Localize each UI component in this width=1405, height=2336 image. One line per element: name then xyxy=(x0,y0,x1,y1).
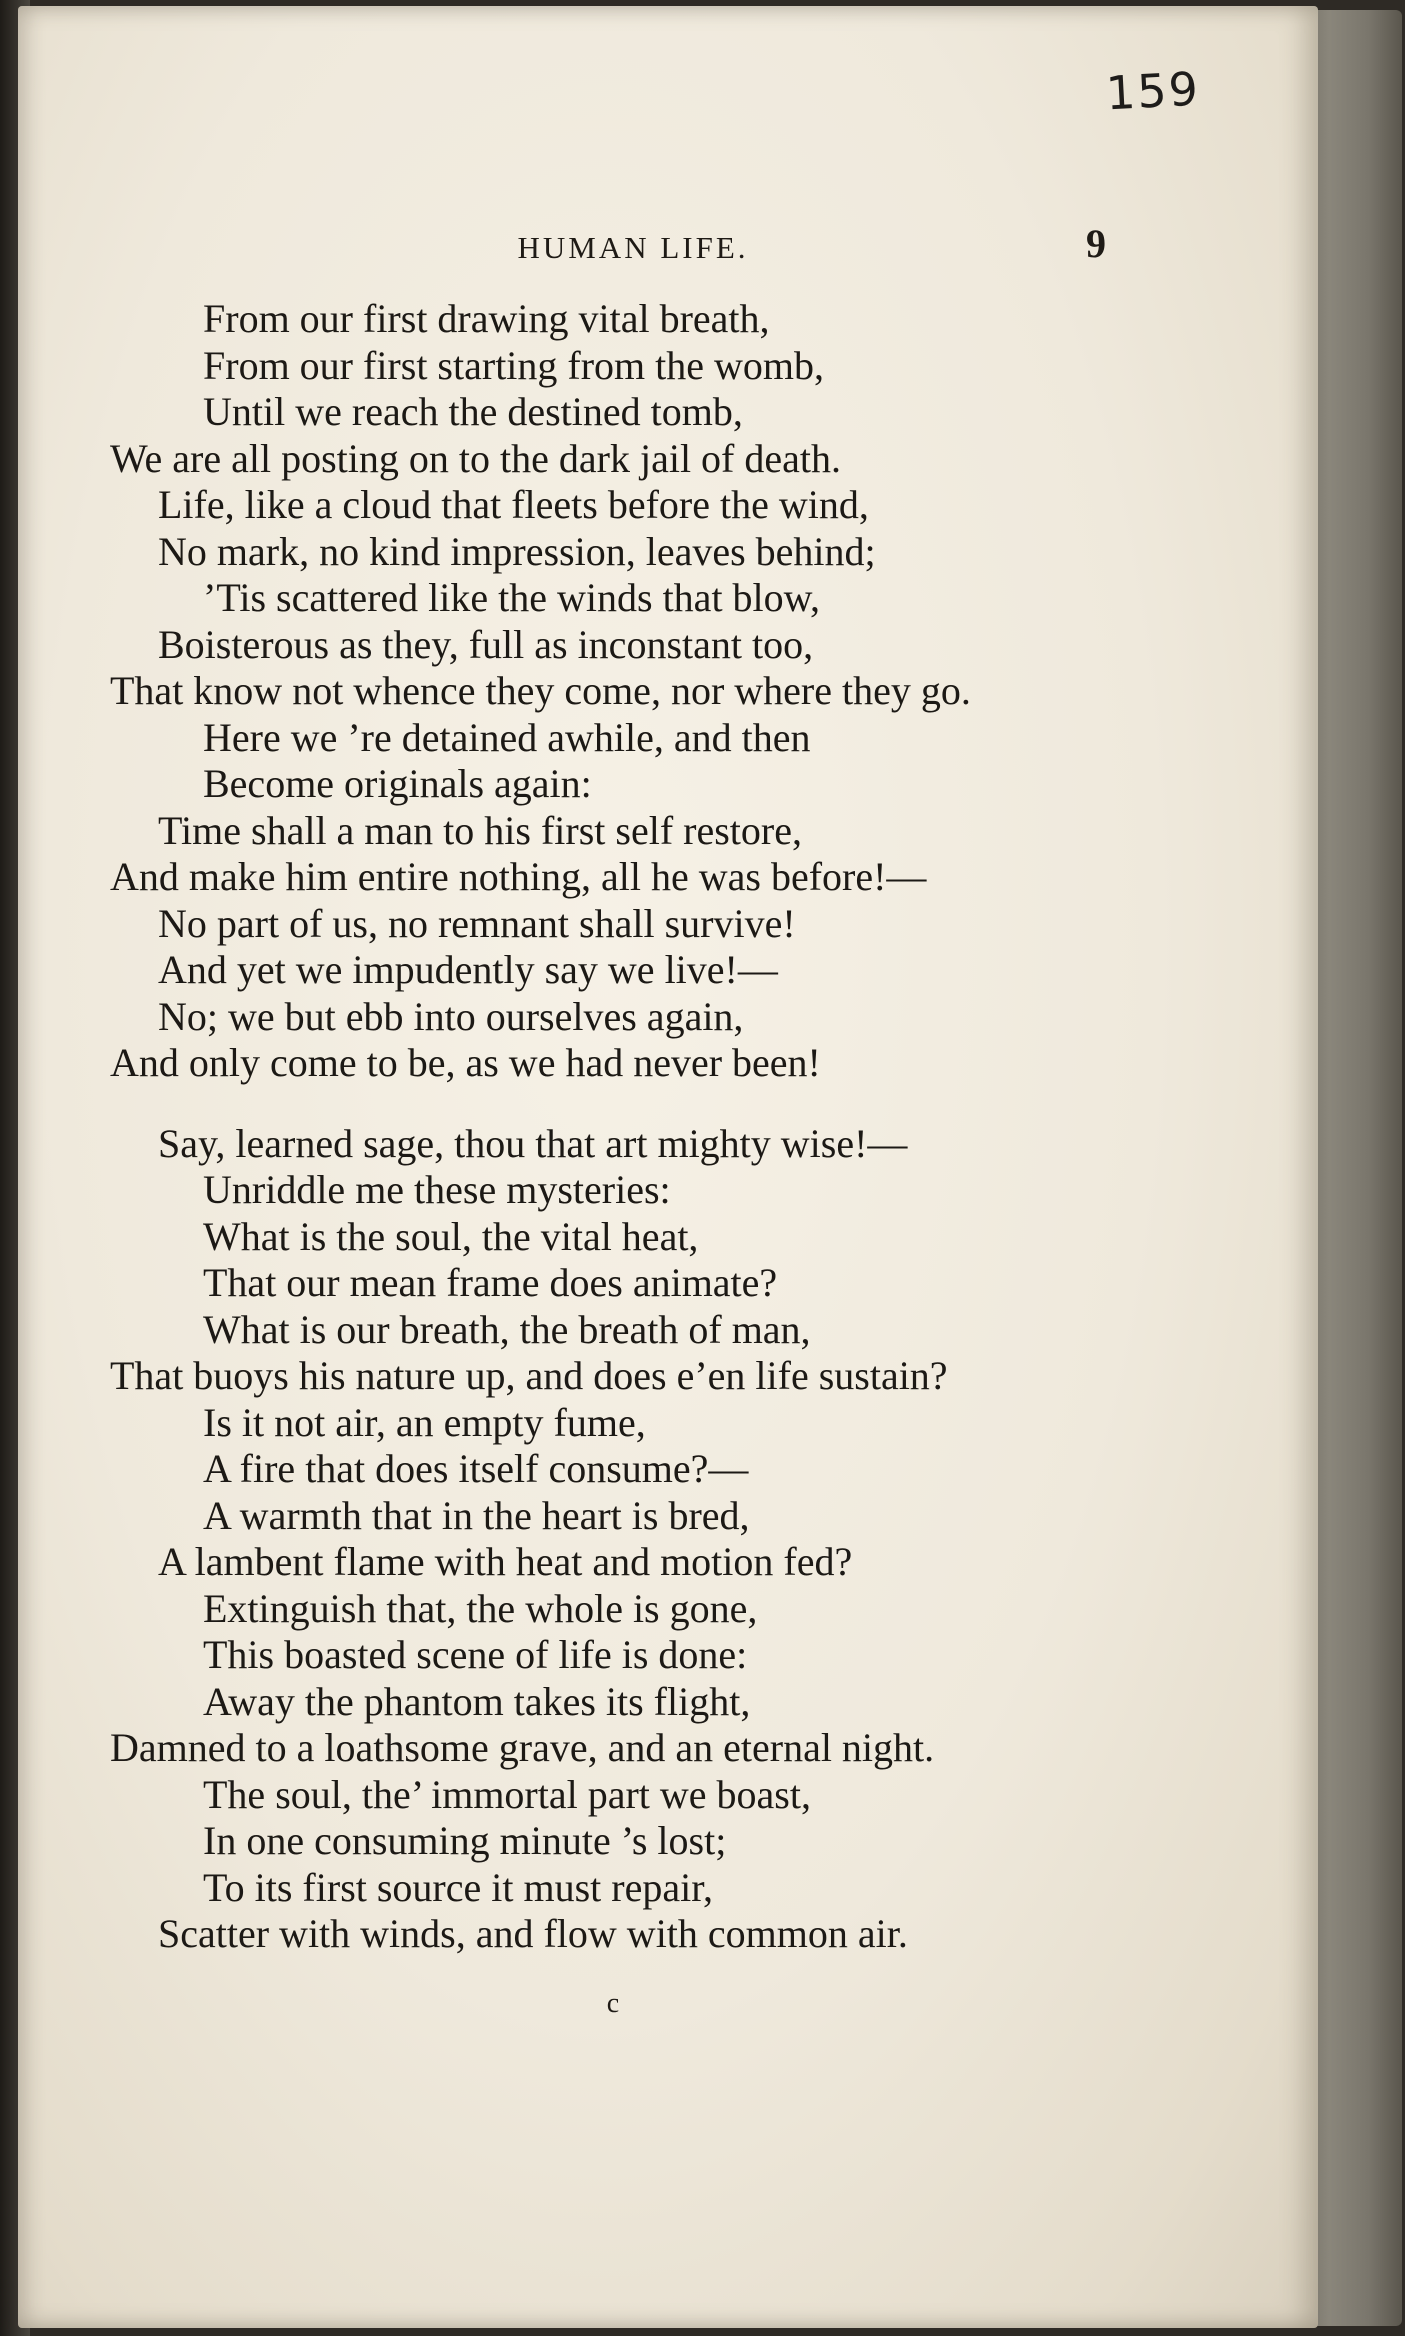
poem-line: No mark, no kind impression, leaves behind; xyxy=(158,528,876,574)
book-page xyxy=(18,6,1318,2328)
poem-line: That buoys his nature up, and does e’en life sustain? xyxy=(110,1353,948,1398)
poem-line: Scatter with winds, and flow with common air. xyxy=(158,1911,908,1956)
poem-line: From our first drawing vital breath, xyxy=(203,296,770,341)
poem-line: A warmth that in the heart is bred, xyxy=(203,1492,750,1538)
poem-line: A lambent flame with heat and motion fed? xyxy=(158,1539,853,1584)
poem-line: No part of us, no remnant shall survive! xyxy=(158,900,796,946)
poem-line: That our mean frame does animate? xyxy=(203,1260,778,1305)
handwritten-folio-number: 159 xyxy=(1104,61,1202,121)
poem-line: Boisterous as they, full as inconstant too, xyxy=(158,621,814,667)
poem-line: Damned to a loathsome grave, and an eternal night. xyxy=(110,1725,935,1770)
running-head: HUMAN LIFE. xyxy=(517,230,749,265)
poem-line: A fire that does itself consume?— xyxy=(203,1446,749,1491)
poem-line: Time shall a man to his first self restore, xyxy=(158,807,802,853)
poem-line: ’Tis scattered like the winds that blow, xyxy=(203,575,820,620)
poem-line: This boasted scene of life is done: xyxy=(203,1632,748,1677)
poem-line: That know not whence they come, nor where they go. xyxy=(110,668,971,713)
poem-line: Away the phantom takes its flight, xyxy=(203,1678,751,1724)
poem-line: Here we ’re detained awhile, and then xyxy=(203,714,811,760)
poem-line: Until we reach the destined tomb, xyxy=(203,389,743,434)
stanza-break xyxy=(18,1087,1318,1121)
poem-line: And yet we impudently say we live!— xyxy=(158,947,778,992)
signature-mark: c xyxy=(606,1988,620,2019)
poem-line: Extinguish that, the whole is gone, xyxy=(203,1585,758,1631)
poem-line: Say, learned sage, thou that art mighty wise!— xyxy=(158,1120,908,1166)
poem-line: Is it not air, an empty fume, xyxy=(203,1399,646,1445)
page-number: 9 xyxy=(1086,221,1106,266)
poem-line: Unriddle me these mysteries: xyxy=(203,1167,671,1212)
poem-line: In one consuming minute ’s lost; xyxy=(203,1818,727,1863)
poem-line: The soul, the’ immortal part we boast, xyxy=(203,1771,811,1817)
poem-line: From our first starting from the womb, xyxy=(203,342,825,388)
poem-line: What is our breath, the breath of man, xyxy=(203,1306,811,1352)
poem-line: No; we but ebb into ourselves again, xyxy=(158,993,744,1039)
poem-line: Life, like a cloud that fleets before the wind, xyxy=(158,482,869,527)
poem-text xyxy=(18,296,1318,1958)
poem-line: To its first source it must repair, xyxy=(203,1864,713,1910)
poem-line: We are all posting on to the dark jail of death. xyxy=(110,435,841,481)
poem-line: And make him entire nothing, all he was before!— xyxy=(110,854,927,899)
poem-line: Become originals again: xyxy=(203,761,592,806)
poem-line: And only come to be, as we had never been! xyxy=(110,1040,821,1085)
poem-line: What is the soul, the vital heat, xyxy=(203,1213,699,1259)
